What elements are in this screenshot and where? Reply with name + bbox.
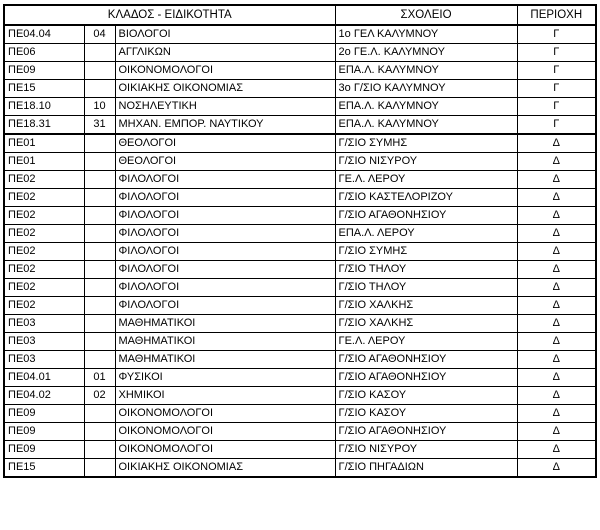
table-row bbox=[4, 297, 596, 315]
cell-code: ΠΕ01 bbox=[4, 134, 84, 153]
cell-specialty: ΒΙΟΛΟΓΟΙ bbox=[115, 25, 335, 44]
cell-code: ΠΕ02 bbox=[4, 297, 84, 315]
cell-school: 3ο Γ/ΣΙΟ ΚΑΛΥΜΝΟΥ bbox=[335, 80, 517, 98]
cell-code: ΠΕ02 bbox=[4, 171, 84, 189]
cell-school: Γ/ΣΙΟ ΚΑΣΟΥ bbox=[335, 387, 517, 405]
table-row bbox=[4, 243, 596, 261]
cell-region: Γ bbox=[517, 62, 596, 80]
cell-code: ΠΕ04.02 bbox=[4, 387, 84, 405]
cell-code: ΠΕ02 bbox=[4, 189, 84, 207]
cell-specialty: ΦΙΛΟΛΟΓΟΙ bbox=[115, 225, 335, 243]
cell-region: Δ bbox=[517, 387, 596, 405]
cell-specialty: ΦΙΛΟΛΟΓΟΙ bbox=[115, 297, 335, 315]
cell-code: ΠΕ01 bbox=[4, 153, 84, 171]
cell-specialty: ΘΕΟΛΟΓΟΙ bbox=[115, 134, 335, 153]
cell-school: ΕΠΑ.Λ. ΚΑΛΥΜΝΟΥ bbox=[335, 62, 517, 80]
cell-code: ΠΕ09 bbox=[4, 405, 84, 423]
cell-region: Δ bbox=[517, 351, 596, 369]
cell-school: Γ/ΣΙΟ ΝΙΣΥΡΟΥ bbox=[335, 441, 517, 459]
cell-school: 1ο ΓΕΛ ΚΑΛΥΜΝΟΥ bbox=[335, 25, 517, 44]
cell-number: 04 bbox=[84, 25, 115, 44]
table-row bbox=[4, 441, 596, 459]
table-row bbox=[4, 171, 596, 189]
cell-code: ΠΕ04.01 bbox=[4, 369, 84, 387]
cell-specialty: ΟΙΚΟΝΟΜΟΛΟΓΟΙ bbox=[115, 441, 335, 459]
cell-number bbox=[84, 189, 115, 207]
cell-specialty: ΧΗΜΙΚΟΙ bbox=[115, 387, 335, 405]
cell-school: ΕΠΑ.Λ. ΚΑΛΥΜΝΟΥ bbox=[335, 116, 517, 135]
table-row bbox=[4, 369, 596, 387]
table-row bbox=[4, 207, 596, 225]
cell-code: ΠΕ03 bbox=[4, 333, 84, 351]
cell-number bbox=[84, 279, 115, 297]
cell-specialty: ΟΙΚΙΑΚΗΣ ΟΙΚΟΝΟΜΙΑΣ bbox=[115, 459, 335, 478]
cell-specialty: ΟΙΚΟΝΟΜΟΛΟΓΟΙ bbox=[115, 423, 335, 441]
table-row bbox=[4, 98, 596, 116]
cell-region: Γ bbox=[517, 98, 596, 116]
cell-region: Δ bbox=[517, 423, 596, 441]
cell-region: Δ bbox=[517, 243, 596, 261]
cell-specialty: ΟΙΚΟΝΟΜΟΛΟΓΟΙ bbox=[115, 62, 335, 80]
cell-number bbox=[84, 80, 115, 98]
table-row bbox=[4, 62, 596, 80]
cell-code: ΠΕ03 bbox=[4, 315, 84, 333]
cell-school: 2ο ΓΕ.Λ. ΚΑΛΥΜΝΟΥ bbox=[335, 44, 517, 62]
cell-school: Γ/ΣΙΟ ΚΑΣΟΥ bbox=[335, 405, 517, 423]
table-row bbox=[4, 405, 596, 423]
cell-region: Δ bbox=[517, 405, 596, 423]
header-school: ΣΧΟΛΕΙΟ bbox=[335, 5, 517, 25]
cell-code: ΠΕ06 bbox=[4, 44, 84, 62]
cell-number bbox=[84, 351, 115, 369]
cell-region: Δ bbox=[517, 225, 596, 243]
cell-specialty: ΦΙΛΟΛΟΓΟΙ bbox=[115, 279, 335, 297]
cell-region: Δ bbox=[517, 153, 596, 171]
cell-code: ΠΕ04.04 bbox=[4, 25, 84, 44]
cell-code: ΠΕ02 bbox=[4, 243, 84, 261]
header-region: ΠΕΡΙΟΧΗ bbox=[517, 5, 596, 25]
cell-school: Γ/ΣΙΟ ΣΥΜΗΣ bbox=[335, 243, 517, 261]
table-row bbox=[4, 387, 596, 405]
cell-number bbox=[84, 243, 115, 261]
cell-number bbox=[84, 44, 115, 62]
cell-school: Γ/ΣΙΟ ΤΗΛΟΥ bbox=[335, 261, 517, 279]
cell-code: ΠΕ09 bbox=[4, 62, 84, 80]
cell-number bbox=[84, 441, 115, 459]
table-row bbox=[4, 189, 596, 207]
cell-school: ΕΠΑ.Λ. ΚΑΛΥΜΝΟΥ bbox=[335, 98, 517, 116]
cell-school: ΓΕ.Λ. ΛΕΡΟΥ bbox=[335, 333, 517, 351]
cell-school: Γ/ΣΙΟ ΑΓΑΘΟΝΗΣΙΟΥ bbox=[335, 423, 517, 441]
cell-number: 01 bbox=[84, 369, 115, 387]
table-header-row bbox=[4, 5, 596, 25]
table-row bbox=[4, 351, 596, 369]
table-row bbox=[4, 459, 596, 478]
table-row bbox=[4, 44, 596, 62]
cell-number: 10 bbox=[84, 98, 115, 116]
placement-table bbox=[3, 4, 597, 478]
header-specialty: ΚΛΑΔΟΣ - ΕΙΔΙΚΟΤΗΤΑ bbox=[4, 5, 335, 25]
table-row bbox=[4, 423, 596, 441]
placement-table-sheet bbox=[3, 4, 595, 478]
cell-region: Δ bbox=[517, 315, 596, 333]
cell-number bbox=[84, 62, 115, 80]
cell-region: Γ bbox=[517, 44, 596, 62]
cell-school: Γ/ΣΙΟ ΚΑΣΤΕΛΟΡΙΖΟΥ bbox=[335, 189, 517, 207]
cell-number bbox=[84, 225, 115, 243]
cell-school: Γ/ΣΙΟ ΑΓΑΘΟΝΗΣΙΟΥ bbox=[335, 369, 517, 387]
cell-school: Γ/ΣΙΟ ΝΙΣΥΡΟΥ bbox=[335, 153, 517, 171]
cell-number bbox=[84, 315, 115, 333]
cell-code: ΠΕ18.31 bbox=[4, 116, 84, 135]
cell-code: ΠΕ02 bbox=[4, 261, 84, 279]
table-row bbox=[4, 333, 596, 351]
cell-region: Δ bbox=[517, 189, 596, 207]
cell-number: 31 bbox=[84, 116, 115, 135]
cell-region: Δ bbox=[517, 279, 596, 297]
cell-number bbox=[84, 171, 115, 189]
cell-code: ΠΕ09 bbox=[4, 423, 84, 441]
cell-region: Δ bbox=[517, 459, 596, 478]
cell-code: ΠΕ15 bbox=[4, 459, 84, 478]
cell-number bbox=[84, 423, 115, 441]
cell-code: ΠΕ18.10 bbox=[4, 98, 84, 116]
cell-specialty: ΦΙΛΟΛΟΓΟΙ bbox=[115, 243, 335, 261]
cell-region: Δ bbox=[517, 441, 596, 459]
cell-school: Γ/ΣΙΟ ΣΥΜΗΣ bbox=[335, 134, 517, 153]
cell-region: Δ bbox=[517, 171, 596, 189]
cell-region: Δ bbox=[517, 134, 596, 153]
cell-code: ΠΕ09 bbox=[4, 441, 84, 459]
table-row bbox=[4, 134, 596, 153]
cell-specialty: ΦΥΣΙΚΟΙ bbox=[115, 369, 335, 387]
cell-specialty: ΑΓΓΛΙΚΩΝ bbox=[115, 44, 335, 62]
cell-school: Γ/ΣΙΟ ΑΓΑΘΟΝΗΣΙΟΥ bbox=[335, 207, 517, 225]
cell-school: Γ/ΣΙΟ ΧΑΛΚΗΣ bbox=[335, 315, 517, 333]
cell-specialty: ΦΙΛΟΛΟΓΟΙ bbox=[115, 261, 335, 279]
cell-school: Γ/ΣΙΟ ΤΗΛΟΥ bbox=[335, 279, 517, 297]
cell-code: ΠΕ02 bbox=[4, 207, 84, 225]
cell-region: Δ bbox=[517, 297, 596, 315]
cell-specialty: ΦΙΛΟΛΟΓΟΙ bbox=[115, 189, 335, 207]
cell-number bbox=[84, 153, 115, 171]
cell-specialty: ΝΟΣΗΛΕΥΤΙΚΗ bbox=[115, 98, 335, 116]
table-row bbox=[4, 153, 596, 171]
cell-school: Γ/ΣΙΟ ΑΓΑΘΟΝΗΣΙΟΥ bbox=[335, 351, 517, 369]
table-row bbox=[4, 279, 596, 297]
cell-number: 02 bbox=[84, 387, 115, 405]
cell-specialty: ΜΗΧΑΝ. ΕΜΠΟΡ. ΝΑΥΤΙΚΟΥ bbox=[115, 116, 335, 135]
cell-school: ΕΠΑ.Λ. ΛΕΡΟΥ bbox=[335, 225, 517, 243]
cell-code: ΠΕ15 bbox=[4, 80, 84, 98]
table-row bbox=[4, 80, 596, 98]
cell-school: ΓΕ.Λ. ΛΕΡΟΥ bbox=[335, 171, 517, 189]
cell-specialty: ΜΑΘΗΜΑΤΙΚΟΙ bbox=[115, 315, 335, 333]
cell-number bbox=[84, 459, 115, 478]
table-row bbox=[4, 315, 596, 333]
cell-number bbox=[84, 333, 115, 351]
cell-region: Δ bbox=[517, 369, 596, 387]
cell-specialty: ΦΙΛΟΛΟΓΟΙ bbox=[115, 207, 335, 225]
cell-school: Γ/ΣΙΟ ΧΑΛΚΗΣ bbox=[335, 297, 517, 315]
table-row bbox=[4, 261, 596, 279]
cell-region: Δ bbox=[517, 333, 596, 351]
cell-code: ΠΕ02 bbox=[4, 225, 84, 243]
cell-specialty: ΦΙΛΟΛΟΓΟΙ bbox=[115, 171, 335, 189]
cell-number bbox=[84, 134, 115, 153]
cell-school: Γ/ΣΙΟ ΠΗΓΑΔΙΩΝ bbox=[335, 459, 517, 478]
cell-specialty: ΟΙΚΙΑΚΗΣ ΟΙΚΟΝΟΜΙΑΣ bbox=[115, 80, 335, 98]
cell-number bbox=[84, 261, 115, 279]
cell-specialty: ΟΙΚΟΝΟΜΟΛΟΓΟΙ bbox=[115, 405, 335, 423]
table-body bbox=[4, 25, 596, 477]
cell-specialty: ΘΕΟΛΟΓΟΙ bbox=[115, 153, 335, 171]
table-row bbox=[4, 225, 596, 243]
cell-region: Δ bbox=[517, 207, 596, 225]
table-row bbox=[4, 25, 596, 44]
cell-specialty: ΜΑΘΗΜΑΤΙΚΟΙ bbox=[115, 333, 335, 351]
cell-number bbox=[84, 297, 115, 315]
cell-number bbox=[84, 405, 115, 423]
cell-region: Δ bbox=[517, 261, 596, 279]
cell-code: ΠΕ02 bbox=[4, 279, 84, 297]
cell-number bbox=[84, 207, 115, 225]
cell-region: Γ bbox=[517, 25, 596, 44]
cell-specialty: ΜΑΘΗΜΑΤΙΚΟΙ bbox=[115, 351, 335, 369]
cell-code: ΠΕ03 bbox=[4, 351, 84, 369]
table-row bbox=[4, 116, 596, 135]
cell-region: Γ bbox=[517, 116, 596, 135]
cell-region: Γ bbox=[517, 80, 596, 98]
